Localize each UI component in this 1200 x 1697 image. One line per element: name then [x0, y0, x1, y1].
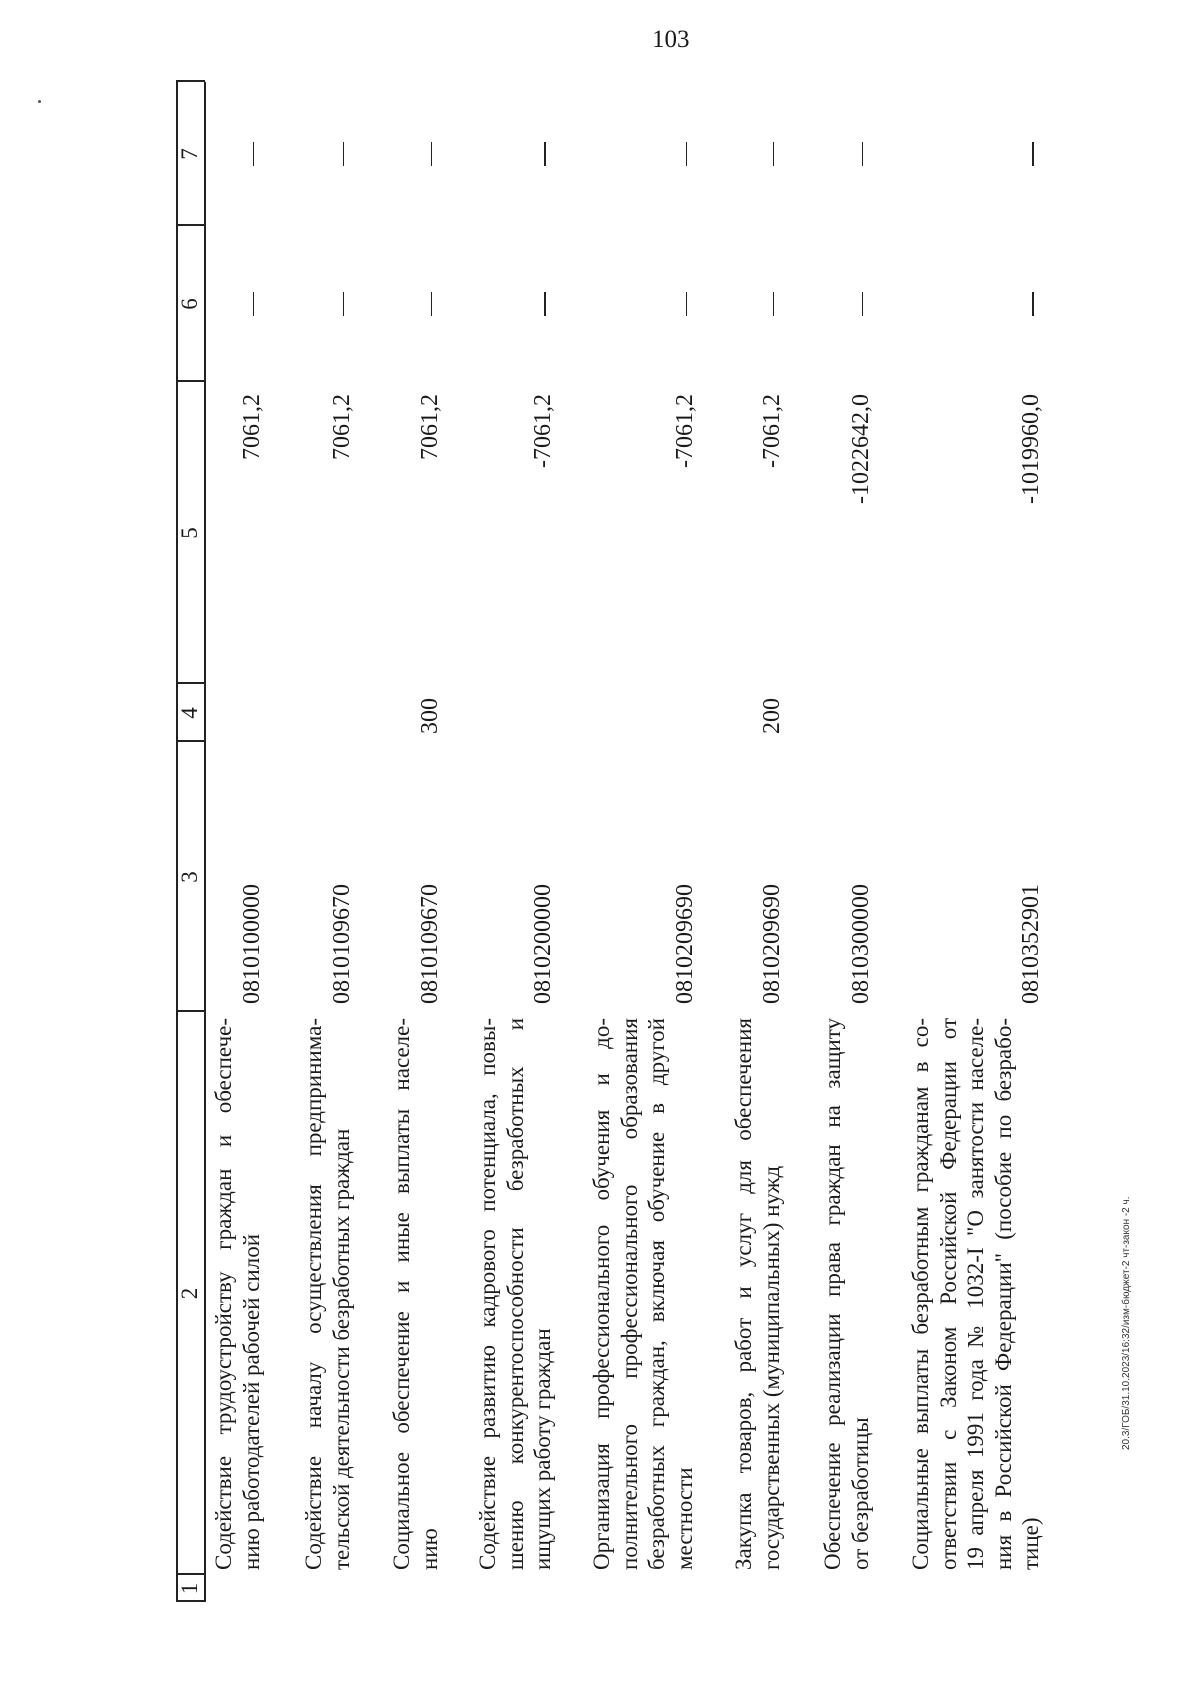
row-expense-type: 300 — [416, 698, 443, 734]
row-amount: 7061,2 — [328, 394, 355, 460]
budget-table — [176, 82, 1086, 1602]
row-amount: -1022642,0 — [847, 394, 874, 504]
row-name-line: 19 апреля 1991 года № 1032-I "О занятости населе- — [963, 1018, 988, 1570]
row-amount: -7061,2 — [671, 394, 698, 468]
row-name-line: Обеспечение реализации права граждан на защиту — [820, 1018, 845, 1570]
row-name-line: Закупка товаров, работ и услуг для обеспечения — [731, 1018, 756, 1570]
row-amount: -7061,2 — [758, 394, 785, 468]
row-name-line: Содействие началу осуществления предпринима- — [301, 1018, 326, 1570]
row-code: 0810109670 — [328, 884, 355, 1004]
row-code: 0810200000 — [530, 884, 556, 1004]
row-dash-col6 — [862, 292, 864, 316]
row-name-line: Организация профессионального обучения и до- — [589, 1018, 614, 1570]
row-name-line: государственных (муниципальных) нужд — [758, 1165, 784, 1570]
row-dash-col7 — [686, 142, 688, 166]
row-name-line: Социальные выплаты безработным гражданам в со- — [908, 1018, 933, 1570]
row-dash-col6 — [686, 292, 688, 316]
column-header: 4 — [177, 707, 202, 719]
row-name-line: тельской деятельности безработных граждан — [328, 1128, 354, 1570]
row-dash-col6 — [343, 292, 345, 316]
row-code: 0810209690 — [671, 884, 698, 1004]
row-name-line: местности — [671, 1467, 697, 1570]
row-dash-col7 — [253, 142, 255, 166]
row-dash-col7 — [1032, 142, 1034, 166]
row-name-line: шению конкурентоспособности безработных и — [502, 1018, 528, 1570]
row-dash-col7 — [773, 142, 775, 166]
row-code: 0810100000 — [238, 884, 265, 1004]
column-header: 3 — [177, 871, 202, 883]
header-bottom-border — [204, 82, 206, 1602]
row-amount: 7061,2 — [416, 394, 443, 460]
row-name-line: Содействие трудоустройству граждан и обеспече- — [211, 1018, 236, 1570]
column-header: 5 — [177, 527, 202, 539]
row-name-line: ния в Российской Федерации" (пособие по безрабо- — [990, 1018, 1016, 1570]
column-header: 6 — [177, 298, 202, 310]
row-name-line: Содействие развитию кадрового потенциала, повы- — [475, 1018, 500, 1570]
row-name-line: нию — [416, 1528, 442, 1570]
row-code: 0810352901 — [1018, 884, 1044, 1004]
row-dash-col6 — [253, 292, 255, 316]
row-dash-col7 — [343, 142, 345, 166]
row-amount: -7061,2 — [530, 394, 556, 468]
row-dash-col6 — [431, 292, 433, 316]
column-header: 7 — [177, 148, 202, 160]
row-dash-col6 — [773, 292, 775, 316]
row-name-line: ответствии с Законом Российской Федерации от — [935, 1018, 961, 1570]
row-expense-type: 200 — [758, 698, 785, 734]
row-code: 0810300000 — [847, 884, 874, 1004]
row-name-line: нию работодателей рабочей силой — [238, 1233, 264, 1570]
page-number: 103 — [652, 26, 690, 53]
row-dash-col7 — [544, 142, 546, 166]
row-name-line: ищущих работу граждан — [530, 1328, 555, 1570]
column-header: 1 — [177, 1582, 202, 1595]
row-code: 0810109670 — [416, 884, 443, 1004]
row-name-line: полнительного профессионального образования — [616, 1018, 642, 1570]
row-name-line: от безработицы — [847, 1417, 873, 1570]
row-amount: -1019960,0 — [1018, 394, 1044, 504]
row-dash-col7 — [431, 142, 433, 166]
row-name-line: тице) — [1018, 1517, 1043, 1570]
column-header: 2 — [177, 1287, 202, 1300]
row-name-line: Социальное обеспечение и иные выплаты населе- — [389, 1018, 414, 1570]
row-amount: 7061,2 — [238, 394, 265, 460]
scan-speck — [38, 100, 41, 103]
footer-document-code: 20.3/ГОБ/31.10.2023/16:32/изм-бюджет-2 чт-закон -2 ч. — [1121, 1196, 1132, 1450]
row-dash-col6 — [1032, 292, 1034, 316]
row-name-line: безработных граждан, включая обучение в другой — [644, 1018, 669, 1570]
row-dash-col6 — [544, 292, 546, 316]
row-code: 0810209690 — [758, 884, 785, 1004]
row-dash-col7 — [862, 142, 864, 166]
